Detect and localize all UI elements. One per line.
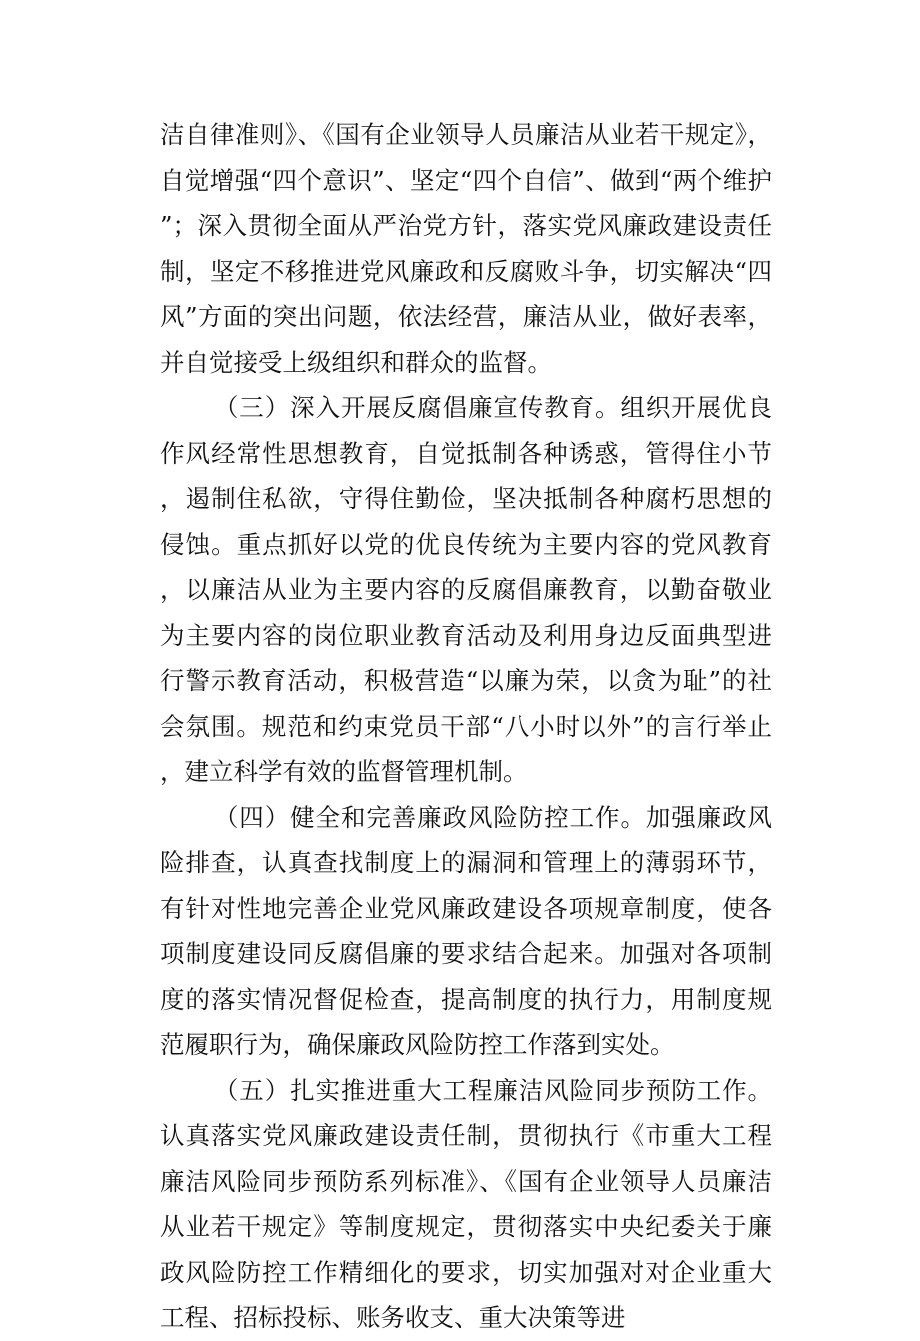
paragraph-continuation: 洁自律准则》、《国有企业领导人员廉洁从业若干规定》，自觉增强“四个意识”、坚定“四个自信”、做到“两个维护”；深入贯彻全面从严治党方针，落实党风廉政建设责任制，坚定不移推进党风廉政和反腐败斗争，切实解决“四风”方面的突出问题，依法经营，廉洁从业，做好表率，并自觉接受上级组织和群众的监督。 (160, 120, 772, 377)
paragraph-section-three: （三）深入开展反腐倡廉宣传教育。组织开展优良作风经常性思想教育，自觉抵制各种诱惑，管得住小节，遏制住私欲，守得住勤俭，坚决抵制各种腐朽思想的侵蚀。重点抓好以党的优良传统为主要内容的党风教育，以廉洁从业为主要内容的反腐倡廉教育，以勤奋敬业为主要内容的岗位职业教育活动及利用身边反面典型进行警示教育活动，积极营造“以廉为荣，以贪为耻”的社会氛围。规范和约束党员干部“八小时以外”的言行举止，建立科学有效的监督管理机制。 (160, 393, 772, 786)
document-body (160, 112, 772, 1341)
paragraph-section-four: （四）健全和完善廉政风险防控工作。加强廉政风险排查，认真查找制度上的漏洞和管理上的薄弱环节，有针对性地完善企业党风廉政建设各项规章制度，使各项制度建设同反腐倡廉的要求结合起来。加强对各项制度的落实情况督促检查，提高制度的执行力，用制度规范履职行为，确保廉政风险防控工作落到实处。 (160, 802, 772, 1059)
paragraph-section-five: （五）扎实推进重大工程廉洁风险同步预防工作。认真落实党风廉政建设责任制，贯彻执行《市重大工程廉洁风险同步预防系列标准》、《国有企业领导人员廉洁从业若干规定》等制度规定，贯彻落实中央纪委关于廉政风险防控工作精细化的要求，切实加强对对企业重大工程、招标投标、账务收支、重大决策等进 (160, 1075, 772, 1332)
